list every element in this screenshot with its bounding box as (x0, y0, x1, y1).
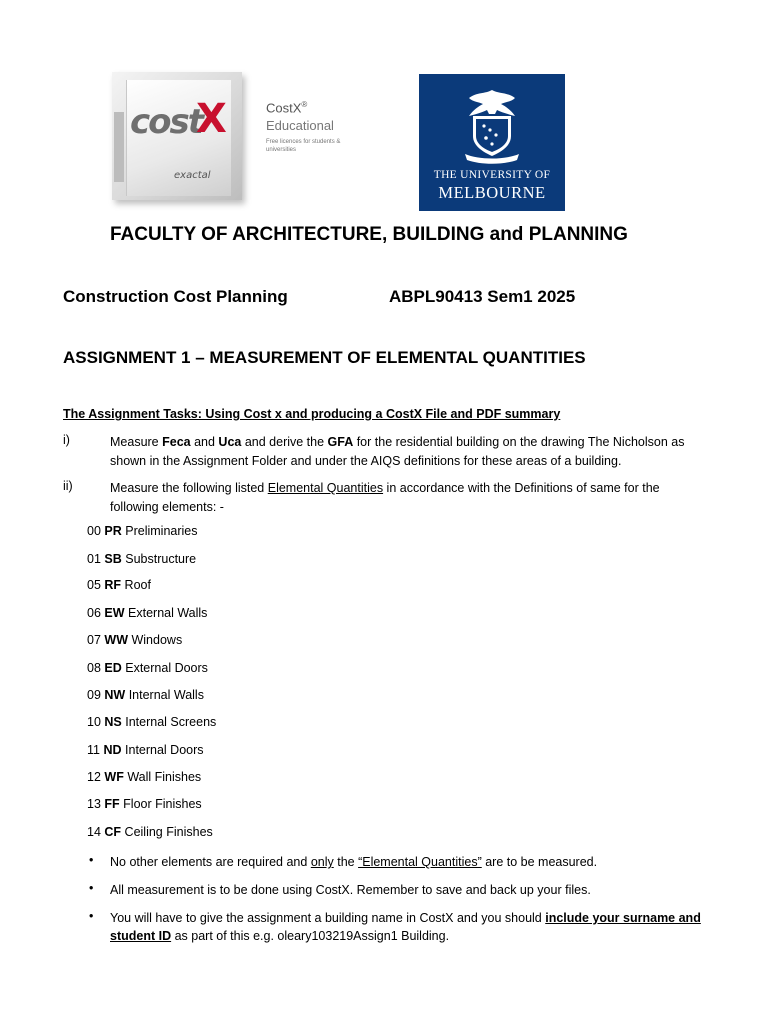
element-number: 08 (87, 661, 101, 675)
element-code: PR (104, 524, 122, 538)
element-code: NW (104, 688, 126, 702)
faculty-heading: FACULTY OF ARCHITECTURE, BUILDING and PLANNING (110, 224, 628, 245)
costx-wordmark: cost (130, 102, 203, 142)
course-code: ABPL90413 Sem1 2025 (389, 287, 576, 306)
task-text (110, 479, 700, 517)
list-item (87, 661, 208, 675)
list-item (87, 688, 204, 702)
element-number: 12 (87, 770, 101, 784)
university-of-melbourne-logo (419, 74, 565, 211)
element-code: FF (104, 797, 120, 811)
registered-mark: ® (301, 100, 308, 109)
element-code: ND (103, 743, 122, 757)
assignment-title: ASSIGNMENT 1 – MEASUREMENT OF ELEMENTAL QUANTITIES (63, 348, 586, 367)
element-name: Floor Finishes (123, 797, 202, 811)
costx-educational-logo (110, 70, 360, 210)
text-run: for the residential building on the drawing The Nicholson as shown in the Assignment Folder and under the AIQS definitions for these areas of a building. (110, 435, 685, 468)
text-run: No other elements are required and (110, 855, 311, 869)
element-name: Windows (131, 633, 183, 647)
element-name: Ceiling Finishes (124, 825, 213, 839)
task-number: ii) (63, 479, 73, 493)
course-name: Construction Cost Planning (63, 287, 288, 306)
element-number: 11 (87, 743, 100, 757)
exactal-mark: exactal (174, 170, 211, 181)
university-name-line1: THE UNIVERSITY OF (433, 169, 551, 181)
list-item (87, 825, 213, 839)
element-code: EW (104, 606, 125, 620)
list-item (87, 633, 182, 647)
costx-box-spine (114, 112, 124, 182)
only-emphasis: only (310, 855, 334, 869)
text-run: and derive the (241, 435, 328, 449)
costx-brand-text: CostX (266, 100, 302, 116)
costx-product-box (112, 72, 242, 200)
element-name: Internal Doors (125, 743, 204, 757)
element-number: 00 (87, 524, 101, 538)
surname-id-emphasis: include your surname and student ID (110, 911, 701, 943)
costx-x-mark: X (196, 96, 227, 142)
bullet-icon: • (89, 881, 94, 895)
university-name-line2: MELBOURNE (438, 183, 546, 202)
list-item (87, 715, 216, 729)
elemental-quantities-term: Elemental Quantities (267, 481, 384, 495)
element-name: Internal Walls (128, 688, 204, 702)
tasks-heading: The Assignment Tasks: Using Cost x and producing a CostX File and PDF summary (63, 407, 561, 421)
list-item (87, 552, 196, 566)
term-feca: Feca (162, 435, 191, 449)
bullet-text (110, 881, 710, 899)
element-name: Substructure (125, 552, 197, 566)
element-number: 05 (87, 578, 101, 592)
element-code: NS (104, 715, 122, 729)
element-number: 06 (87, 606, 101, 620)
costx-brand-name (266, 100, 307, 115)
list-item (87, 578, 151, 592)
bullet-icon: • (89, 909, 94, 923)
list-item (87, 797, 202, 811)
element-name: Roof (124, 578, 151, 592)
list-item (87, 524, 198, 538)
element-name: Preliminaries (125, 524, 198, 538)
element-code: SB (104, 552, 122, 566)
text-run: and (190, 435, 219, 449)
element-code: RF (104, 578, 122, 592)
element-code: WW (104, 633, 128, 647)
element-code: CF (104, 825, 122, 839)
text-run: are to be measured. (481, 855, 598, 869)
element-name: External Doors (125, 661, 208, 675)
crest-icon (459, 86, 525, 164)
list-item (87, 743, 204, 757)
bullet-text (110, 853, 710, 871)
costx-edition: Educational (266, 118, 334, 133)
elemental-quantities-emphasis: “Elemental Quantities” (358, 855, 482, 869)
element-number: 13 (87, 797, 101, 811)
term-gfa: GFA (327, 435, 354, 449)
list-item (87, 770, 201, 784)
text-run: You will have to give the assignment a building name in CostX and you should (110, 911, 546, 925)
element-name: Internal Screens (125, 715, 217, 729)
element-number: 07 (87, 633, 101, 647)
text-run: the (333, 855, 359, 869)
text-run: All measurement is to be done using CostX. Remember to save and back up your files. (110, 883, 591, 897)
element-name: Wall Finishes (127, 770, 202, 784)
costx-tagline: Free licences for students & universities (266, 139, 341, 153)
element-number: 10 (87, 715, 101, 729)
text-run: in accordance with the Definitions of same for the following elements: - (110, 481, 660, 514)
element-name: External Walls (128, 606, 208, 620)
text-run: Measure the following listed (110, 481, 268, 495)
task-number: i) (63, 433, 70, 447)
task-text (110, 433, 700, 471)
element-number: 14 (87, 825, 101, 839)
text-run: as part of this e.g. oleary103219Assign1 Building. (171, 929, 450, 943)
term-uca: Uca (218, 435, 242, 449)
element-number: 01 (87, 552, 101, 566)
element-code: ED (104, 661, 122, 675)
element-number: 09 (87, 688, 101, 702)
text-run: Measure (110, 435, 163, 449)
bullet-text (110, 909, 710, 945)
bullet-icon: • (89, 853, 94, 867)
element-code: WF (104, 770, 124, 784)
list-item (87, 606, 207, 620)
